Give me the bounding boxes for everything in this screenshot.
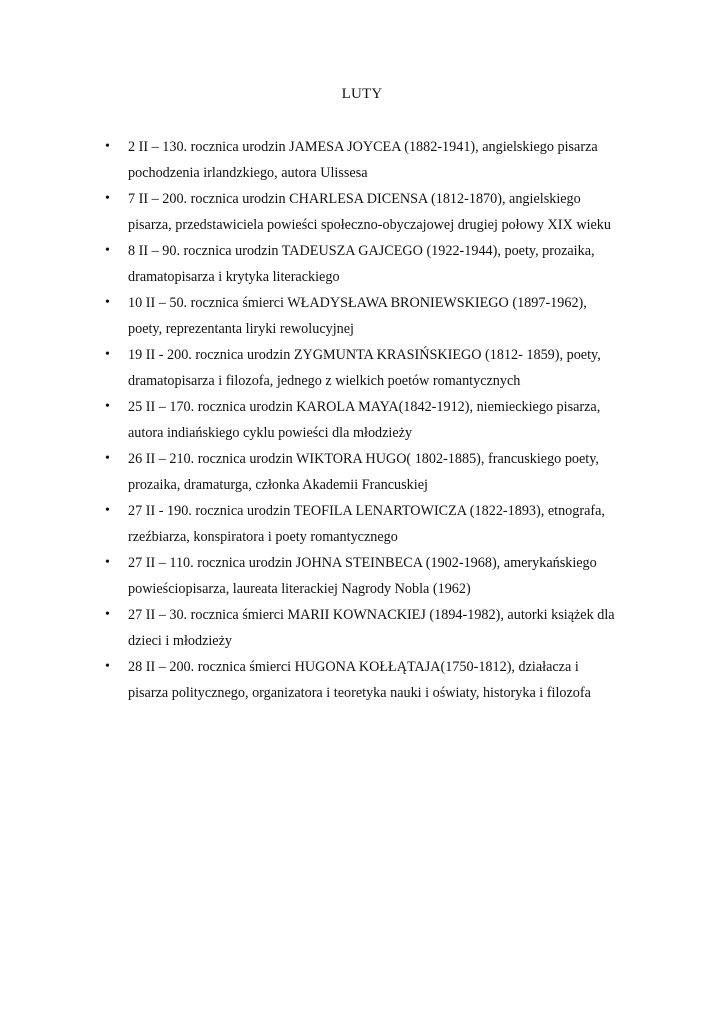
list-item (0, 238, 724, 290)
entry-line-1: 27 II – 110. rocznica urodzin JOHNA STEINBECA (1902-1968), amerykańskiego (128, 555, 597, 571)
bullet-icon: • (105, 243, 110, 258)
entry-line-1: 25 II – 170. rocznica urodzin KAROLA MAYA(1842-1912), niemieckiego pisarza, (128, 399, 601, 415)
entry-line-2: dramatopisarza i krytyka literackiego (128, 269, 340, 285)
entry-line-2: prozaika, dramaturga, członka Akademii Francuskiej (128, 477, 428, 493)
bullet-icon: • (105, 347, 110, 362)
list-item (0, 290, 724, 342)
bullet-icon: • (105, 503, 110, 518)
entry-line-1: 19 II - 200. rocznica urodzin ZYGMUNTA KRASIŃSKIEGO (1812- 1859), poety, (128, 347, 601, 363)
entry-line-1: 27 II – 30. rocznica śmierci MARII KOWNACKIEJ (1894-1982), autorki książek dla (128, 607, 615, 623)
list-item (0, 498, 724, 550)
entry-line-2: dramatopisarza i filozofa, jednego z wielkich poetów romantycznych (128, 373, 521, 389)
entry-line-1: 2 II – 130. rocznica urodzin JAMESA JOYCEA (1882-1941), angielskiego pisarza (128, 139, 598, 155)
list-item (0, 186, 724, 238)
entry-line-1: 27 II - 190. rocznica urodzin TEOFILA LENARTOWICZA (1822-1893), etnografa, (128, 503, 605, 519)
bullet-icon: • (105, 555, 110, 570)
entry-line-1: 7 II – 200. rocznica urodzin CHARLESA DICENSA (1812-1870), angielskiego (128, 191, 581, 207)
bullet-icon: • (105, 295, 110, 310)
list-item (0, 654, 724, 706)
entry-line-2: pochodzenia irlandzkiego, autora Ulissesa (128, 165, 368, 181)
list-item (0, 134, 724, 186)
entry-line-2: autora indiańskiego cyklu powieści dla młodzieży (128, 425, 413, 441)
entry-line-2: dzieci i młodzieży (128, 633, 232, 649)
entry-line-2: pisarza politycznego, organizatora i teoretyka nauki i oświaty, historyka i filozofa (128, 685, 591, 701)
bullet-icon: • (105, 451, 110, 466)
entry-line-2: poety, reprezentanta liryki rewolucyjnej (128, 321, 354, 337)
list-item (0, 602, 724, 654)
bullet-icon: • (105, 399, 110, 414)
entry-line-2: pisarza, przedstawiciela powieści społeczno-obyczajowej drugiej połowy XIX wieku (128, 217, 611, 233)
entry-line-1: 26 II – 210. rocznica urodzin WIKTORA HUGO( 1802-1885), francuskiego poety, (128, 451, 599, 467)
entry-line-1: 10 II – 50. rocznica śmierci WŁADYSŁAWA BRONIEWSKIEGO (1897-1962), (128, 295, 587, 311)
bullet-icon: • (105, 659, 110, 674)
bullet-icon: • (105, 607, 110, 622)
entry-line-2: powieściopisarza, laureata literackiej Nagrody Nobla (1962) (128, 581, 471, 597)
entry-line-2: rzeźbiarza, konspiratora i poety romantycznego (128, 529, 398, 545)
list-item (0, 446, 724, 498)
bullet-icon: • (105, 191, 110, 206)
page-title: LUTY (341, 86, 383, 102)
list-item (0, 550, 724, 602)
list-item (0, 394, 724, 446)
bullet-icon: • (105, 139, 110, 154)
anniversary-list (0, 134, 724, 706)
list-item (0, 342, 724, 394)
entry-line-1: 8 II – 90. rocznica urodzin TADEUSZA GAJCEGO (1922-1944), poety, prozaika, (128, 243, 595, 259)
entry-line-1: 28 II – 200. rocznica śmierci HUGONA KOŁŁĄTAJA(1750-1812), działacza i (128, 659, 579, 675)
